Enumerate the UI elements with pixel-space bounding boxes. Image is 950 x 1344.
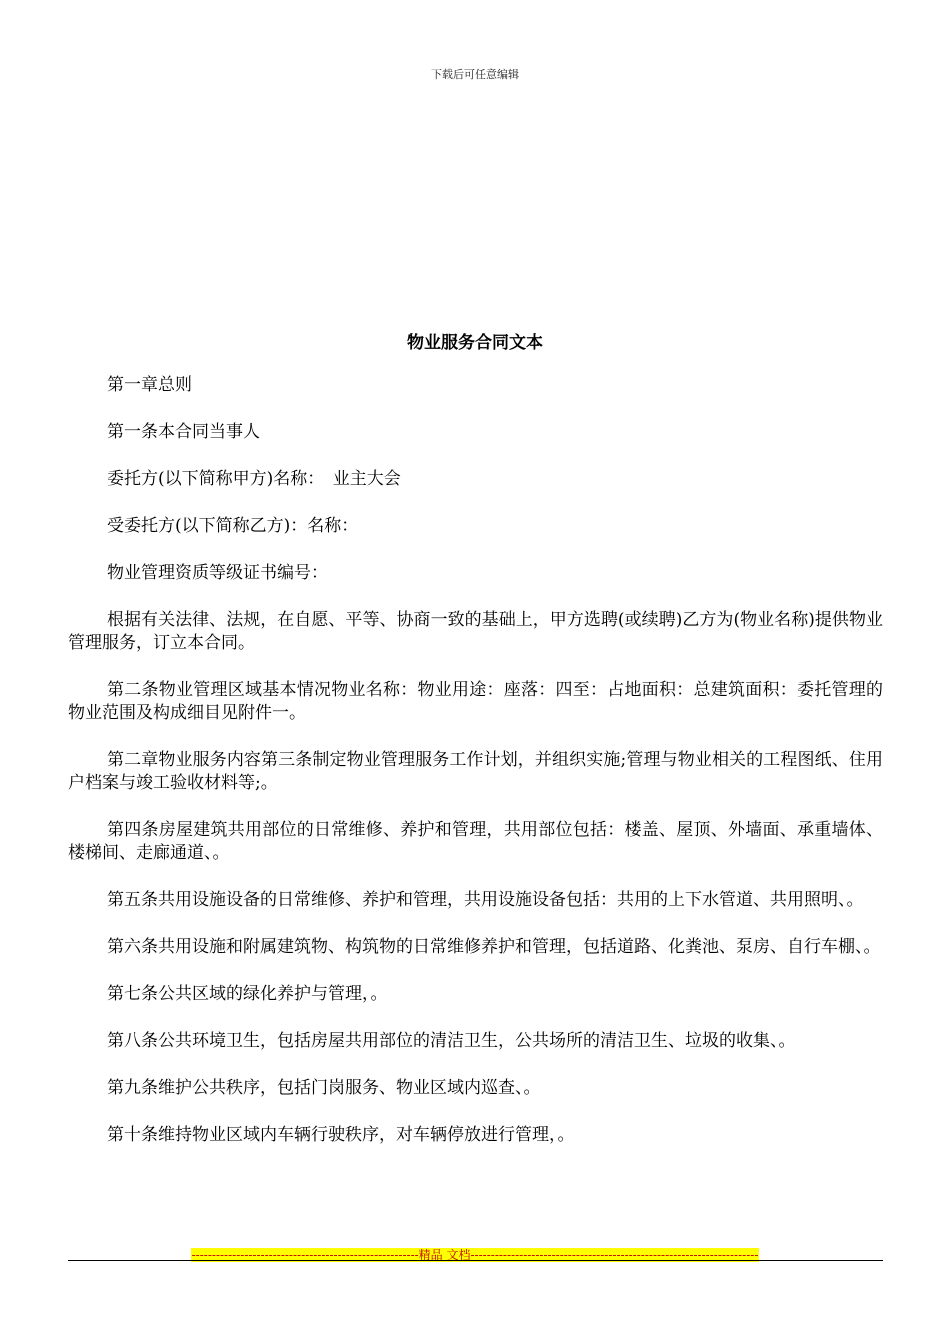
header-note: 下载后可任意编辑 [431, 68, 519, 81]
article-paragraph: 第四条房屋建筑共用部位的日常维修、养护和管理，共用部位包括：楼盖、屋顶、外墙面、承重墙体、楼梯间、走廊通道、。 [68, 820, 883, 863]
article-paragraph: 物业管理资质等级证书编号： [107, 563, 328, 583]
article-paragraph: 第九条维护公共秩序，包括门岗服务、物业区域内巡查、。 [107, 1078, 541, 1098]
article-paragraph: 第五条共用设施设备的日常维修、养护和管理，共用设施设备包括：共用的上下水管道、共用照明、。 [107, 890, 864, 910]
document-body [68, 374, 883, 1171]
article-paragraph: 第十条维持物业区域内车辆行驶秩序，对车辆停放进行管理，。 [107, 1125, 575, 1145]
article-paragraph: 第六条共用设施和附属建筑物、构筑物的日常维修养护和管理，包括道路、化粪池、泵房、自行车棚、。 [107, 937, 881, 957]
footer-divider [68, 1260, 883, 1261]
article-paragraph: 第七条公共区域的绿化养护与管理，。 [107, 984, 388, 1004]
article-paragraph: 第一条本合同当事人 [107, 422, 260, 442]
chapter-heading: 第一章总则 [107, 375, 192, 395]
article-paragraph: 第二章物业服务内容第三条制定物业管理服务工作计划，并组织实施;管理与物业相关的工程图纸、住用户档案与竣工验收材料等;。 [68, 750, 883, 793]
article-paragraph: 委托方(以下简称甲方)名称： 业主大会 [107, 469, 401, 489]
article-paragraph: 第二条物业管理区域基本情况物业名称：物业用途：座落：四至：占地面积：总建筑面积：委托管理的物业范围及构成细目见附件一。 [68, 680, 883, 723]
footer-watermark-text: --------------------------------------------------------精品 文档----------------------------------------------------------------------- [191, 1248, 759, 1262]
document-title: 物业服务合同文本 [407, 333, 543, 353]
article-paragraph: 受委托方(以下简称乙方)：名称： [107, 516, 359, 536]
article-paragraph: 根据有关法律、法规，在自愿、平等、协商一致的基础上，甲方选聘(或续聘)乙方为(物业名称)提供物业管理服务，订立本合同。 [68, 610, 883, 653]
article-paragraph: 第八条公共环境卫生，包括房屋共用部位的清洁卫生，公共场所的清洁卫生、垃圾的收集、。 [107, 1031, 796, 1051]
